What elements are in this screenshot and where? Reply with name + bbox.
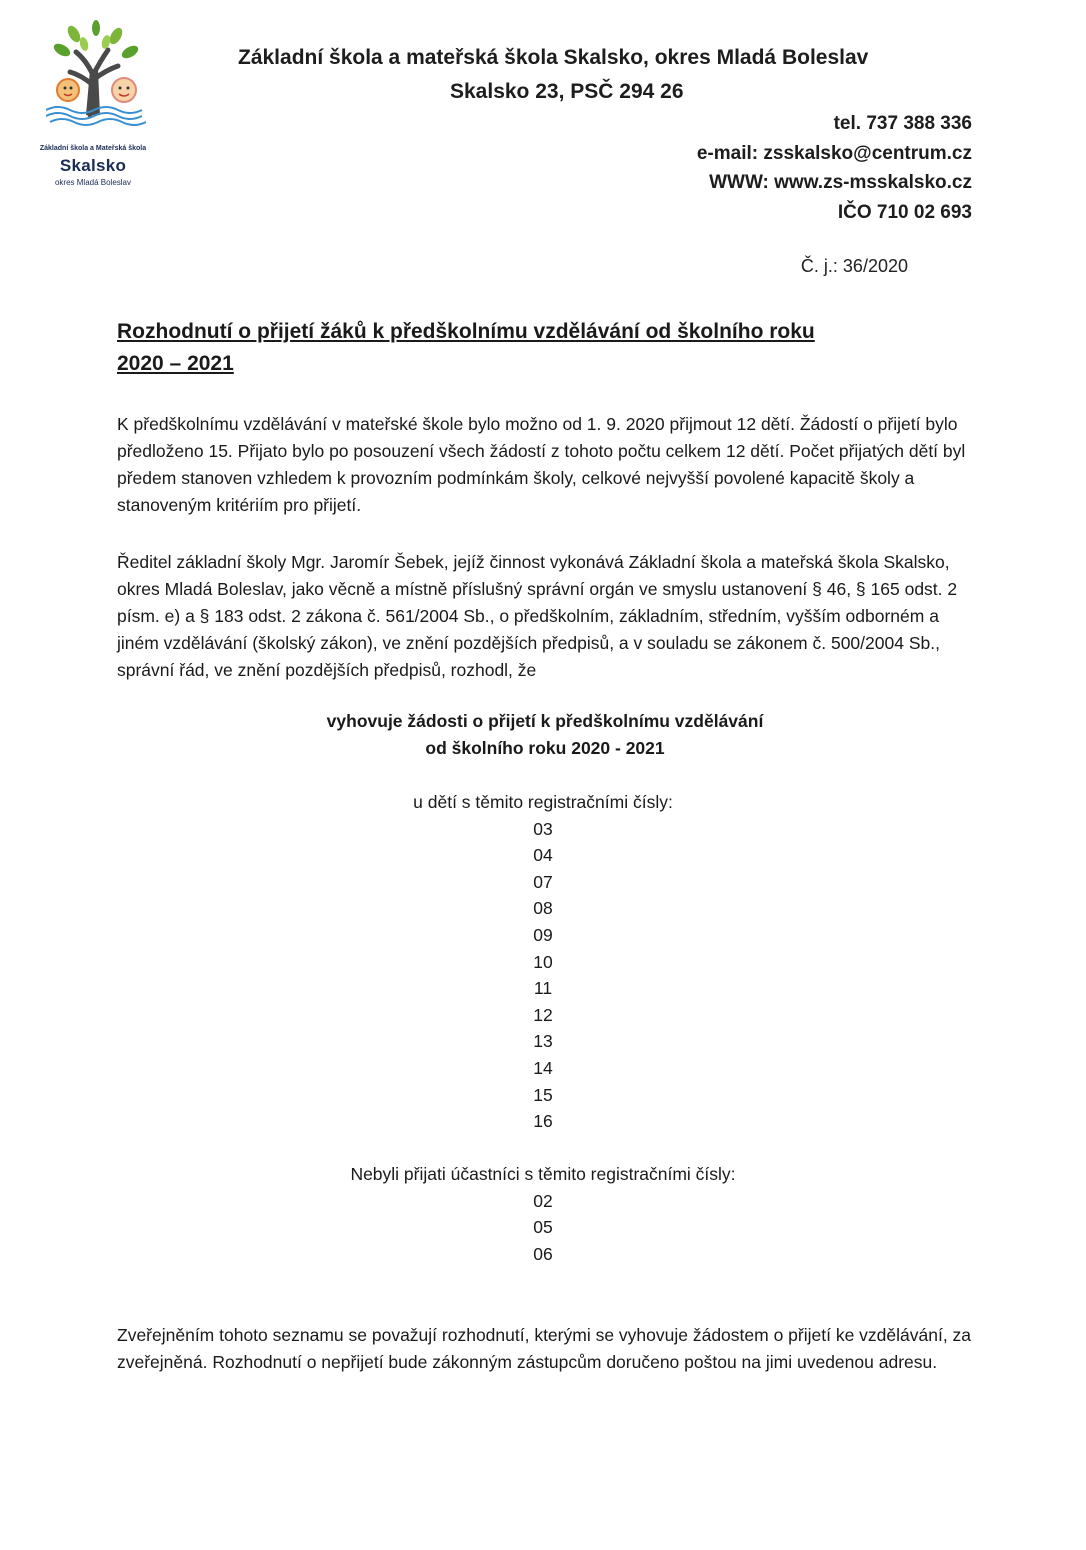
title-line-1: Rozhodnutí o přijetí žáků k předškolnímu vzdělávání od školního roku (117, 320, 815, 343)
rejected-block (0, 1161, 1086, 1267)
rejected-label: Nebyli přijati účastníci s těmito registračními čísly: (350, 1164, 736, 1184)
list-item: 13 (533, 1031, 553, 1052)
list-item: 02 (533, 1190, 553, 1211)
list-item: 08 (533, 898, 553, 919)
contact-block (697, 109, 972, 227)
paragraph-publication: Zveřejněním tohoto seznamu se považují rozhodnutí, kterými se vyhovuje žádostem o přijetí ke vzdělávání, za zveřejněná. Rozhodnutí o nepřijetí bude zákonným zástupcům doručeno poštou na jimi uvedenou adresu. (117, 1325, 972, 1372)
document-title (117, 316, 917, 380)
list-item: 06 (533, 1243, 553, 1264)
email: e-mail: zsskalsko@centrum.cz (696, 142, 972, 164)
list-item: 14 (533, 1057, 553, 1078)
accepted-label: u dětí s těmito registračními čísly: (413, 792, 673, 812)
list-item: 12 (533, 1004, 553, 1025)
phone: tel. 737 388 336 (833, 113, 972, 134)
logo-text-name: Skalsko (59, 156, 127, 175)
accepted-list (0, 816, 1086, 1135)
tree-logo-icon (46, 20, 146, 130)
school-name: Základní škola a mateřská škola Skalsko, okres Mladá Boleslav (238, 46, 869, 69)
decision-line-1: vyhovuje žádosti o přijetí k předškolnímu vzdělávání (326, 711, 764, 731)
decision-line-2: od školního roku 2020 - 2021 (425, 738, 665, 758)
school-address: Skalsko 23, PSČ 294 26 (450, 80, 684, 103)
list-item: 11 (533, 978, 553, 999)
list-item: 05 (533, 1217, 553, 1238)
school-logo (18, 20, 168, 187)
title-line-2: 2020 – 2021 (117, 352, 234, 375)
list-item: 16 (533, 1111, 553, 1132)
list-item: 15 (533, 1084, 553, 1105)
list-item: 07 (533, 871, 553, 892)
accepted-block (0, 789, 1086, 1135)
ico: IČO 710 02 693 (837, 201, 972, 223)
paragraph-legal: Ředitel základní školy Mgr. Jaromír Šebek, jejíž činnost vykonává Základní škola a mateřská škola Skalsko, okres Mladá Boleslav, jako věcně a místně příslušný správní orgán ve smyslu ustanovení § 46, § 165 odst. 2 písm. e) a § 183 odst. 2 zákona č. 561/2004 Sb., o předškolním, základním, středním, vyšším odborném a jiném vzdělávání (školský zákon), ve znění pozdějších předpisů, a v souladu se zákonem č. 500/2004 Sb., správní řád, ve znění pozdějších předpisů, rozhodl, že (117, 552, 958, 680)
logo-text-top: Základní škola a Mateřská škola (39, 145, 147, 152)
paragraph-intro: K předškolnímu vzdělávání v mateřské škole bylo možno od 1. 9. 2020 přijmout 12 dětí. Žádostí o přijetí bylo předloženo 15. Přijato bylo po posouzení všech žádostí z tohoto počtu celkem 12 dětí. Počet přijatých dětí byl předem stanoven vzhledem k provozním podmínkám školy, celkové nejvyšší povolené kapacitě školy a stanoveným kritériím pro přijetí. (117, 414, 966, 515)
decision-heading (0, 708, 1086, 762)
reference-number: Č. j.: 36/2020 (800, 256, 908, 276)
list-item: 10 (533, 951, 553, 972)
logo-text-sub: okres Mladá Boleslav (54, 178, 132, 187)
website: WWW: www.zs-msskalsko.cz (709, 172, 972, 193)
list-item: 03 (533, 818, 553, 839)
rejected-list (0, 1188, 1086, 1268)
list-item: 09 (533, 924, 553, 945)
list-item: 04 (533, 845, 553, 866)
